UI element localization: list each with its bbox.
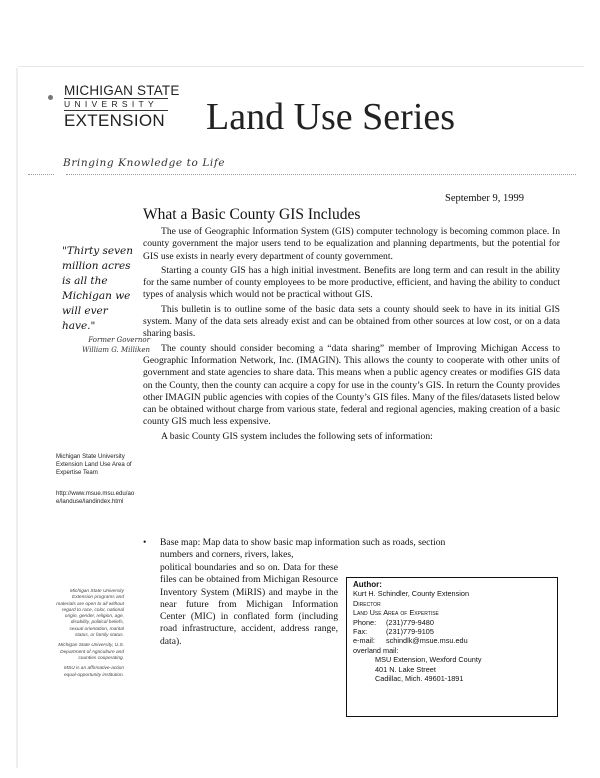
paragraph: Starting a county GIS has a high initial investment. Benefits are long term and can result in the ability for the same number of county employees to be more productive, efficient, and having the ability to conduct types of analysis which would not be practical without GIS. <box>143 264 560 301</box>
bullet-head: Base map: Map data to show basic map information such as roads, section <box>160 537 446 548</box>
page-edge-top <box>18 66 584 67</box>
logo-line-1: MICHIGAN STATE <box>64 83 180 98</box>
paragraph: This bulletin is to outline some of the basic data sets a county should seek to have in its initial GIS system. Many of the data sets already exist and can be obtained from other sources at low cost, or on a data sharing basis. <box>143 303 560 340</box>
logo-line-2: UNIVERSITY <box>64 98 168 111</box>
address-line-2: 401 N. Lake Street <box>375 664 436 674</box>
disclaimer-eeo: MSU is an affirmative-action equal-opportunity institution. <box>64 666 124 678</box>
sidebar-quote: "Thirty seven million acres is all the Michigan we will ever have." <box>62 245 133 332</box>
author-fax <box>353 627 551 636</box>
disclaimer <box>56 589 124 683</box>
tagline: Bringing Knowledge to Life <box>63 157 226 169</box>
mail-label: overland mail: <box>353 645 399 655</box>
quote-attribution-role: Former Governor <box>88 336 150 344</box>
quote-attribution <box>70 335 150 355</box>
author-title: Director <box>353 598 381 608</box>
header-divider-left <box>28 174 54 175</box>
email-label: e-mail: <box>353 636 375 646</box>
quote-attribution-name: William G. Milliken <box>82 346 150 354</box>
header-divider <box>66 174 576 175</box>
phone-value: (231)779-9480 <box>386 617 434 627</box>
author-heading: Author: <box>353 580 382 589</box>
author-name: Kurt H. Schindler, County Extension <box>353 589 469 599</box>
logo-mark-icon <box>48 95 53 100</box>
document-body <box>143 226 560 445</box>
disclaimer-cooperating: Michigan State University, U.S. Department of Agriculture and counties cooperating. <box>58 643 124 661</box>
fax-label: Fax: <box>353 627 368 637</box>
document-date: September 9, 1999 <box>445 193 525 204</box>
team-credit: Michigan State University Extension Land Use Area of Expertise Team <box>56 453 132 476</box>
author-phone <box>353 618 551 627</box>
bullet-text <box>160 537 446 562</box>
paragraph: The use of Geographic Information System (GIS) computer technology is becoming common place. In county government the major users tend to be equalization and planning departments, but the potential for GIS use exists in nearly every department of county government. <box>143 226 560 262</box>
paragraph: The county should consider becoming a “data sharing” member of Improving Michigan Access to Geographic Information Network, Inc. (IMAGIN). This allows the county to cooperate with other units of government and state agencies to share data. This means when a public agency creates or modifies GIS data on the County, then the county can acquire a copy for use in the county’s GIS. In return the County provides other IMAGIN public agencies with copies of the County’s GIS files. Many of the files/datasets listed below can be obtained without charge from various state, federal and regional agencies, making creation of a basic county GIS much less expensive. <box>143 342 560 428</box>
team-url-link[interactable]: http://www.msue.msu.edu/aoe/landuse/landindex.html <box>56 490 135 505</box>
address-line-3: Cadillac, Mich. 49601-1891 <box>375 674 464 684</box>
author-box <box>346 577 558 717</box>
series-title: Land Use Series <box>206 96 456 138</box>
list-intro: A basic County GIS system includes the following sets of information: <box>161 430 433 442</box>
document-title: What a Basic County GIS Includes <box>143 206 361 223</box>
logo-line-3: EXTENSION <box>64 111 165 130</box>
author-email <box>353 636 551 645</box>
msu-extension-logo <box>64 84 184 130</box>
email-value[interactable]: schindlk@msue.msu.edu <box>386 636 468 646</box>
address-line-1: MSU Extension, Wexford County <box>375 655 482 665</box>
author-area: Land Use Area of Expertise <box>353 608 439 618</box>
disclaimer-equal-access: Michigan State University Extension programs and materials are open to all without regard to race, color, national origin, gender, religion, age, disability, political beliefs, sexual orientation, marital status, or family status. <box>56 589 124 639</box>
bullet-continuation: political boundaries and so on. Data for these files can be obtained from Michigan Resource Inventory System (MiRIS) and maybe in the near future from Michigan Information Center (MIC) in conflated form (including road infrastructure, accident, address range, data). <box>160 562 338 647</box>
phone-label: Phone: <box>353 617 377 627</box>
bullet-icon: • <box>143 537 147 548</box>
fax-value: (231)779-9105 <box>386 627 434 637</box>
bullet-line-2: numbers and corners, rivers, lakes, <box>160 549 294 561</box>
